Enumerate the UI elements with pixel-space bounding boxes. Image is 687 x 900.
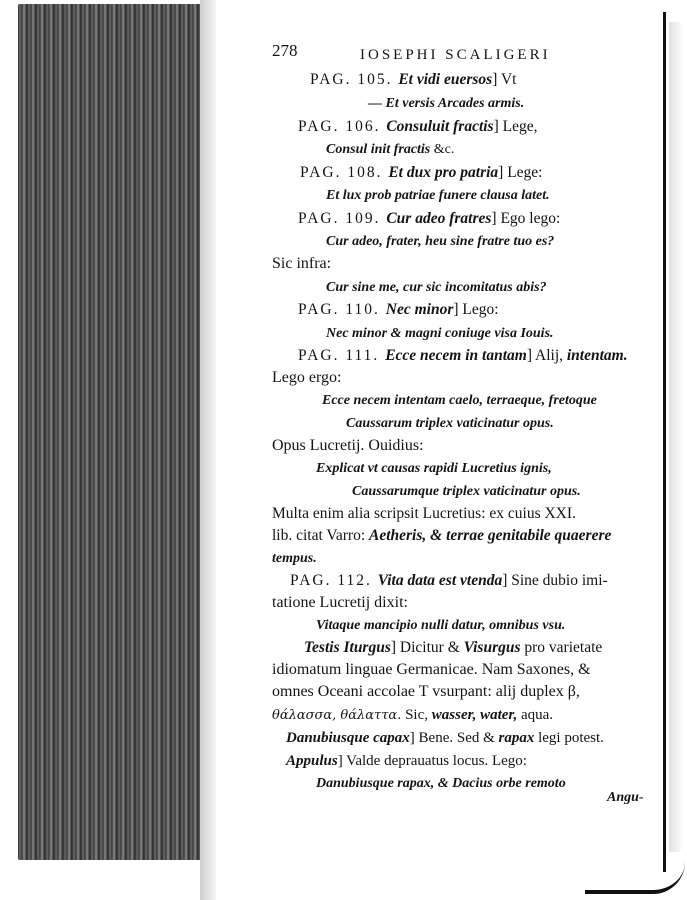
text-line	[346, 415, 554, 433]
text-line	[298, 210, 560, 228]
text-line	[286, 729, 604, 747]
text-segment: θάλασσα, θάλαττα.	[272, 708, 402, 723]
text-segment: Lego ergo:	[272, 369, 342, 386]
italic-text: Et dux pro patria	[388, 164, 499, 181]
italic-text: Vita data est vtenda	[377, 572, 503, 589]
page-reference: PAG. 112.	[290, 572, 378, 589]
text-segment: ] Sine dubio imi-	[502, 572, 608, 589]
page-right-edge	[663, 12, 666, 872]
italic-text: Testis Iturgus	[304, 639, 391, 656]
text-line	[304, 639, 602, 657]
text-segment: ] Dicitur &	[390, 639, 464, 656]
text-segment: ] Vt	[492, 71, 517, 88]
text-line	[272, 661, 591, 679]
italic-text: Cur adeo fratres	[386, 210, 492, 227]
text-line	[272, 369, 341, 387]
running-title: IOSEPHI SCALIGERI	[360, 47, 551, 63]
text-line	[326, 279, 547, 297]
text-line	[298, 347, 628, 365]
text-segment: ] Lego:	[453, 301, 499, 318]
italic-text: Ecce necem intentam caelo, terraeque, fretoque	[322, 393, 597, 408]
text-segment: Sic,	[401, 707, 432, 723]
text-segment: Multa enim alia scripsit Lucretius: ex cuius XXI.	[272, 505, 576, 522]
text-line	[326, 233, 554, 251]
text-line	[352, 483, 581, 501]
page-reference: PAG. 109.	[298, 210, 387, 227]
page-gutter	[200, 0, 216, 900]
text-segment: ] Lege,	[493, 118, 538, 135]
italic-text: Nec minor	[385, 301, 454, 318]
text-segment: &c.	[430, 142, 455, 157]
text-segment: ] Alij,	[526, 347, 567, 364]
italic-text: Danubiusque capax	[286, 730, 410, 746]
text-segment: ] Bene. Sed &	[409, 730, 499, 746]
page-reference: PAG. 111.	[298, 347, 386, 364]
italic-text: rapax	[498, 730, 535, 746]
italic-text: Appulus	[286, 753, 338, 769]
text-line	[272, 505, 576, 523]
text-line	[316, 460, 552, 478]
text-line	[326, 187, 550, 205]
book-fore-edge	[18, 4, 202, 860]
italic-text: intentam.	[566, 347, 628, 364]
text-segment: Opus Lucretij. Ouidius:	[272, 437, 424, 454]
italic-text: Caussarum triplex vaticinatur opus.	[346, 416, 554, 431]
italic-text: tempus.	[272, 551, 317, 566]
italic-text: Et lux prob patriae funere clausa latet.	[326, 188, 550, 203]
italic-text: Et vidi euersos	[398, 71, 493, 88]
text-segment: idiomatum linguae Germanicae. Nam Saxones, &	[272, 661, 591, 678]
text-line	[322, 392, 597, 410]
text-segment: pro varietate	[520, 639, 603, 656]
italic-text: Nec minor & magni coniuge visa Iouis.	[326, 326, 554, 341]
text-segment: aqua.	[517, 707, 554, 723]
text-line	[368, 95, 524, 113]
italic-text: Danubiusque rapax, & Dacius orbe remoto	[316, 776, 566, 791]
text-line	[316, 617, 565, 635]
page-number: 278	[272, 41, 298, 60]
text-segment: tatione Lucretij dixit:	[272, 594, 408, 611]
text-line	[298, 301, 499, 319]
text-line	[298, 118, 537, 136]
text-segment: omnes Oceani accolae T vsurpant: alij duplex β,	[272, 683, 580, 700]
catchword: Angu-	[607, 790, 644, 805]
italic-text: wasser, water,	[431, 707, 518, 723]
text-line	[272, 550, 317, 568]
page-reference: PAG. 110.	[298, 301, 386, 318]
text-line	[272, 683, 580, 701]
italic-text: — Et versis Arcades armis.	[368, 96, 525, 111]
italic-text: Cur sine me, cur sic incomitatus abis?	[326, 280, 547, 295]
text-line	[272, 594, 408, 612]
italic-text: Vitaque mancipio nulli datur, omnibus vsu.	[316, 618, 566, 633]
italic-text: Cur adeo, frater, heu sine fratre tuo es?	[326, 234, 555, 249]
text-line	[290, 572, 608, 590]
text-line	[272, 706, 553, 725]
page-reference: PAG. 108.	[300, 164, 389, 181]
text-line	[286, 752, 527, 770]
text-line	[316, 775, 566, 793]
next-page-edge	[669, 22, 683, 852]
italic-text: Aetheris, & terrae genitabile quaerere	[369, 527, 612, 544]
italic-text: Consul init fractis	[326, 142, 431, 157]
italic-text: Visurgus	[463, 639, 521, 656]
text-line	[272, 437, 424, 455]
italic-text: Consuluit fractis	[386, 118, 494, 135]
text-segment: ] Lege:	[498, 164, 543, 181]
text-line	[326, 141, 454, 159]
text-segment: legi potest.	[534, 730, 604, 746]
page-reference: PAG. 105.	[310, 71, 399, 88]
italic-text: Caussarumque triplex vaticinatur opus.	[352, 484, 581, 499]
italic-text: Explicat vt causas rapidi Lucretius ignis,	[316, 461, 552, 476]
text-segment: ] Valde deprauatus locus. Lego:	[337, 753, 527, 769]
page-reference: PAG. 106.	[298, 118, 387, 135]
text-line	[300, 164, 543, 182]
page-curl	[585, 862, 685, 894]
text-segment: Sic infra:	[272, 255, 332, 272]
text-line	[272, 527, 611, 545]
text-segment: lib. citat Varro:	[272, 527, 369, 544]
text-line	[326, 325, 554, 343]
text-line	[310, 71, 516, 89]
text-segment: ] Ego lego:	[491, 210, 561, 227]
italic-text: Ecce necem in tantam	[385, 347, 527, 364]
text-line	[272, 255, 331, 273]
